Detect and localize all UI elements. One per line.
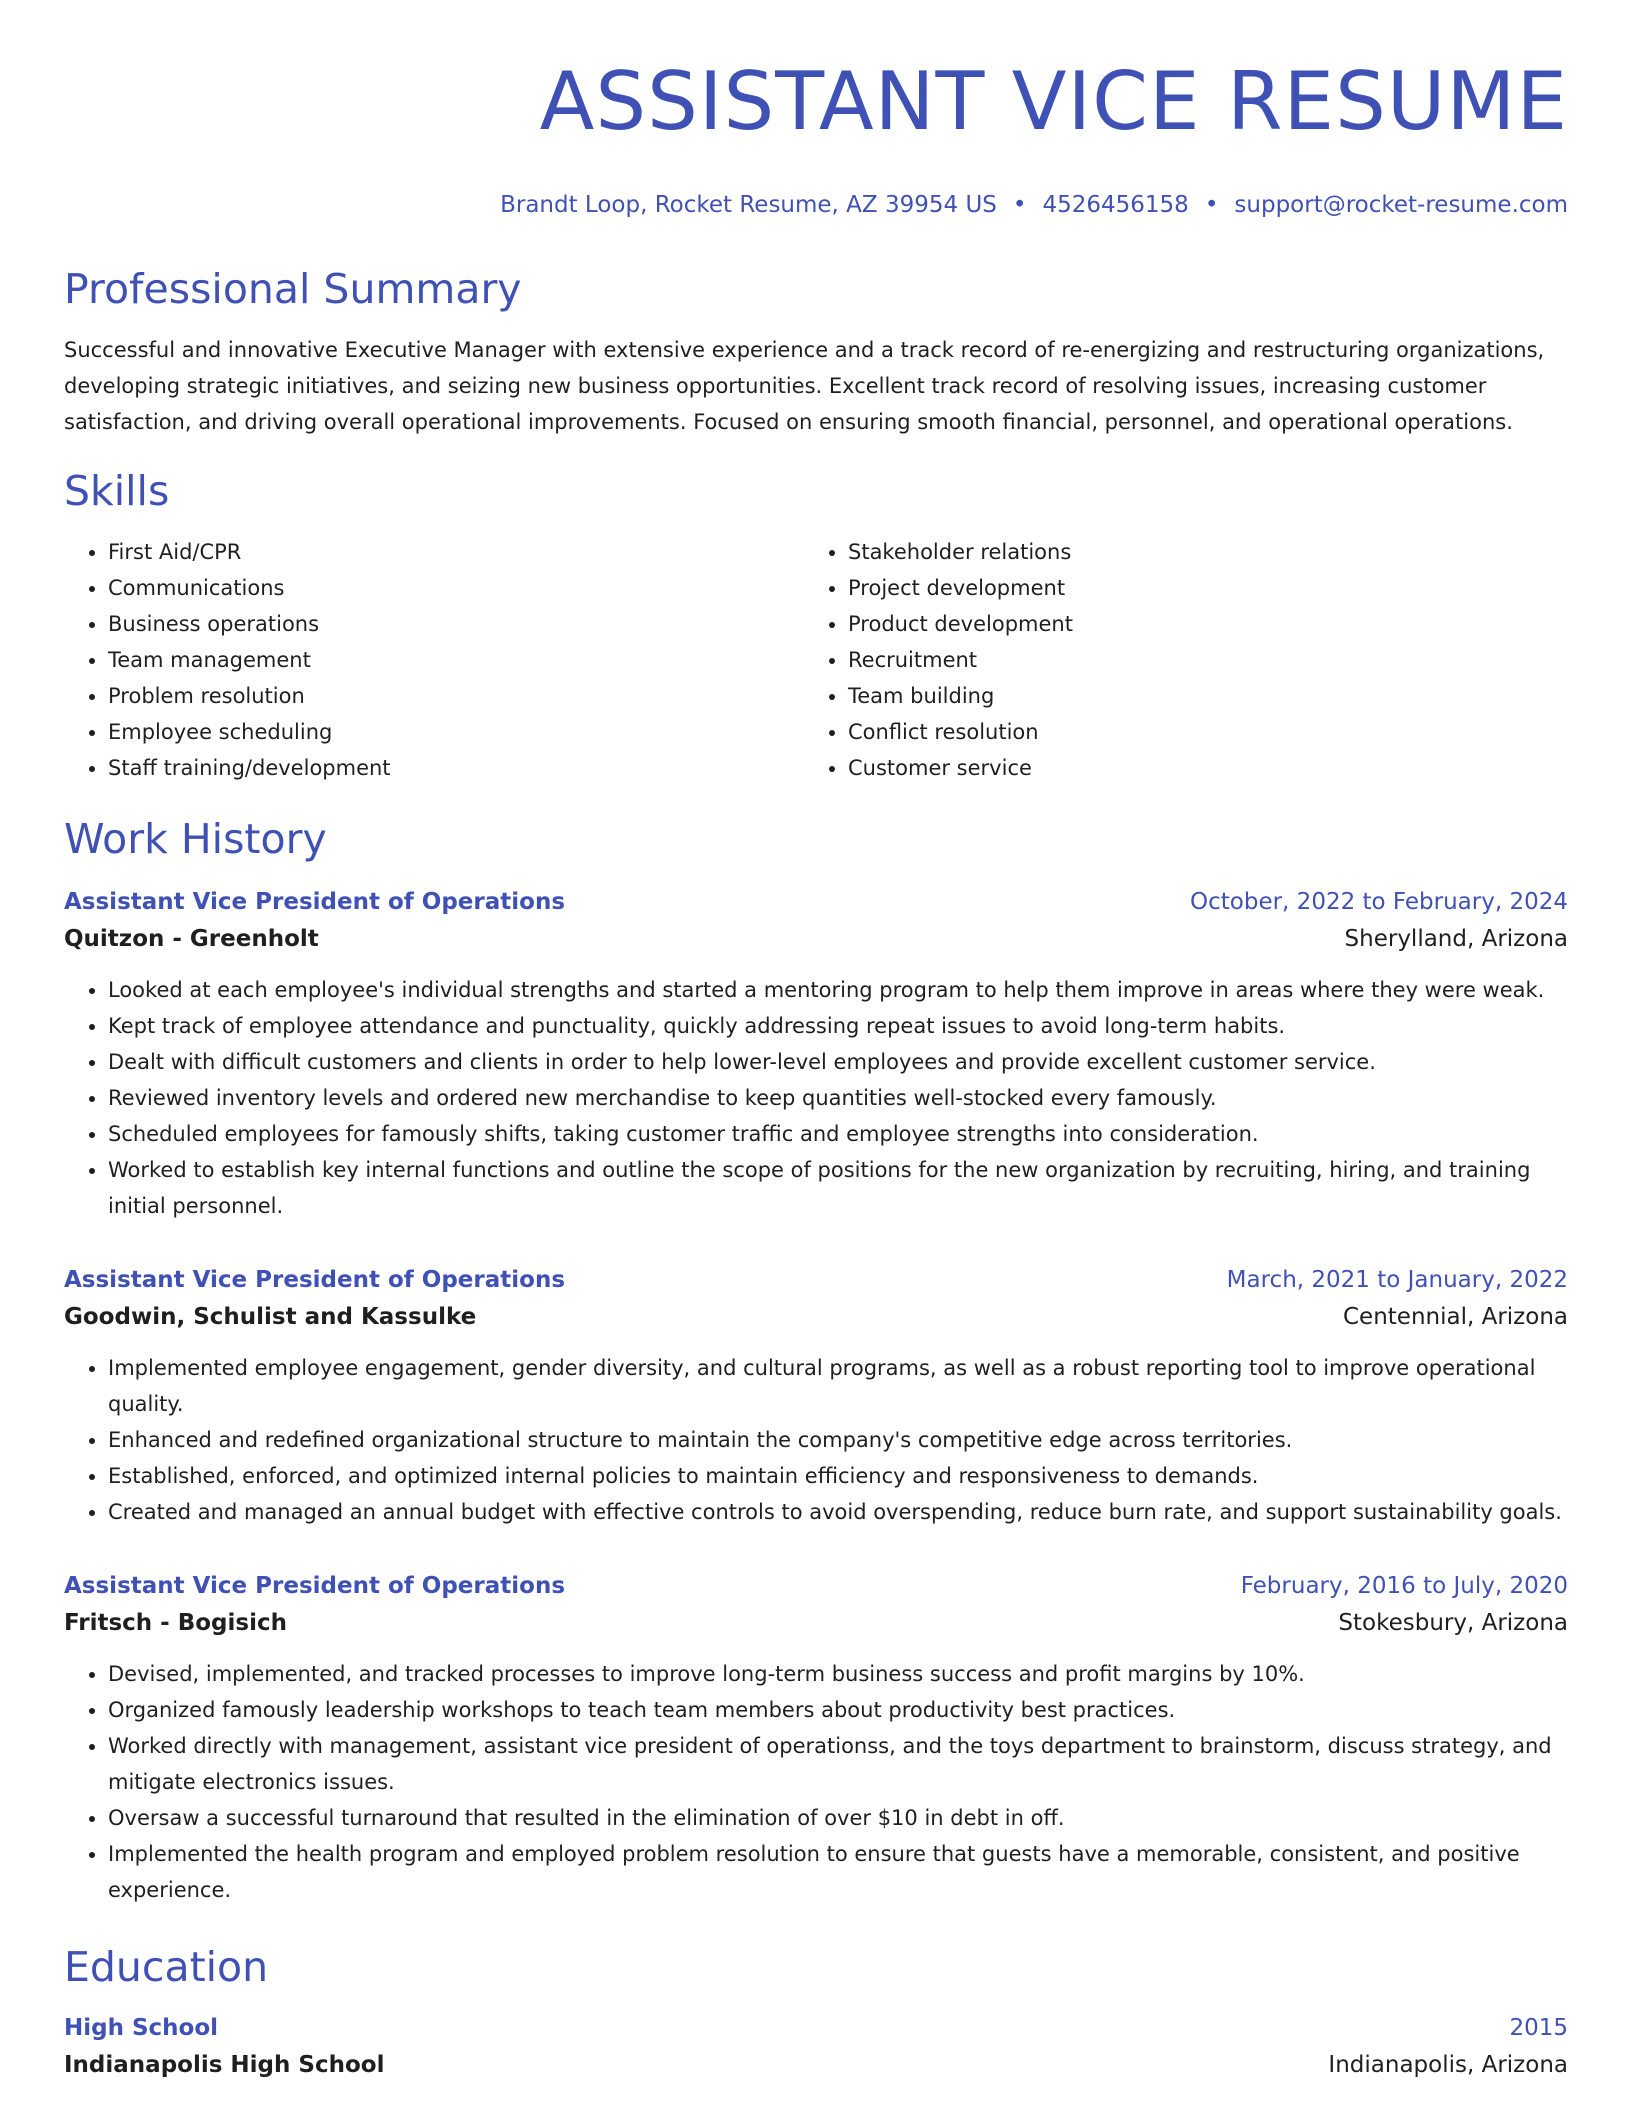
job-title: Assistant Vice President of Operations	[64, 1267, 566, 1293]
skill-item: • First Aid/CPR	[108, 534, 804, 570]
job-company: Fritsch - Bogisich	[64, 1610, 287, 1636]
skill-item: • Team management	[108, 642, 804, 678]
job-bullets	[64, 972, 1568, 1224]
skill-item: • Communications	[108, 570, 804, 606]
resume-header	[64, 52, 1568, 220]
job-dates: October, 2022 to February, 2024	[1190, 889, 1568, 915]
job-bullet: • Reviewed inventory levels and ordered new merchandise to keep quantities well-stocked every famously.	[108, 1080, 1568, 1116]
job-bullet: • Created and managed an annual budget with effective controls to avoid overspending, reduce burn rate, and support sustainability goals.	[108, 1494, 1568, 1530]
job-bullet: • Oversaw a successful turnaround that resulted in the elimination of over $10 in debt in off.	[108, 1800, 1568, 1836]
job-location: Stokesbury, Arizona	[1338, 1610, 1568, 1636]
contact-line	[64, 190, 1568, 220]
skill-item: • Problem resolution	[108, 678, 804, 714]
contact-separator: •	[1012, 192, 1027, 218]
job-bullet: • Implemented the health program and employed problem resolution to ensure that guests have a memorable, consistent, and positive experience.	[108, 1836, 1568, 1908]
skill-item: • Conflict resolution	[848, 714, 1568, 750]
job-bullet: • Organized famously leadership workshops to teach team members about productivity best practices.	[108, 1692, 1568, 1728]
job-bullet: • Devised, implemented, and tracked processes to improve long-term business success and profit margins by 10%.	[108, 1656, 1568, 1692]
resume-name: ASSISTANT VICE RESUME	[539, 55, 1568, 148]
work-history-heading: Work History	[64, 815, 327, 863]
skill-item: • Product development	[848, 606, 1568, 642]
skills-heading: Skills	[64, 467, 170, 515]
skill-item: • Team building	[848, 678, 1568, 714]
job-bullet: • Implemented employee engagement, gender diversity, and cultural programs, as well as a robust reporting tool to improve operational quality.	[108, 1350, 1568, 1422]
contact-phone: 4526456158	[1042, 192, 1189, 218]
contact-email[interactable]: support@rocket-resume.com	[1234, 192, 1568, 218]
job-entry	[64, 1262, 1568, 1530]
job-bullet: • Dealt with difficult customers and clients in order to help lower-level employees and provide excellent customer service.	[108, 1044, 1568, 1080]
job-company: Quitzon - Greenholt	[64, 926, 319, 952]
job-bullets	[64, 1656, 1568, 1908]
job-company: Goodwin, Schulist and Kassulke	[64, 1304, 477, 1330]
job-bullets	[64, 1350, 1568, 1530]
education-year: 2015	[1509, 2015, 1568, 2041]
skill-item: • Employee scheduling	[108, 714, 804, 750]
job-location: Sherylland, Arizona	[1344, 926, 1568, 952]
job-dates: March, 2021 to January, 2022	[1226, 1267, 1568, 1293]
job-dates: February, 2016 to July, 2020	[1240, 1573, 1568, 1599]
job-entry	[64, 1568, 1568, 1908]
contact-separator: •	[1204, 192, 1219, 218]
education-school: Indianapolis High School	[64, 2052, 385, 2078]
education-location: Indianapolis, Arizona	[1328, 2052, 1568, 2078]
job-bullet: • Worked to establish key internal functions and outline the scope of positions for the new organization by recruiting, hiring, and training initial personnel.	[108, 1152, 1568, 1224]
skill-item: • Recruitment	[848, 642, 1568, 678]
job-bullet: • Kept track of employee attendance and punctuality, quickly addressing repeat issues to avoid long-term habits.	[108, 1008, 1568, 1044]
skill-item: • Customer service	[848, 750, 1568, 786]
summary-heading: Professional Summary	[64, 265, 522, 313]
job-bullet: • Established, enforced, and optimized internal policies to maintain efficiency and responsiveness to demands.	[108, 1458, 1568, 1494]
skill-item: • Staff training/development	[108, 750, 804, 786]
job-bullet: • Enhanced and redefined organizational structure to maintain the company's competitive edge across territories.	[108, 1422, 1568, 1458]
education-heading: Education	[64, 1943, 269, 1991]
job-entry	[64, 884, 1568, 1224]
job-bullet: • Worked directly with management, assistant vice president of operationss, and the toys department to brainstorm, discuss strategy, and mitigate electronics issues.	[108, 1728, 1568, 1800]
job-title: Assistant Vice President of Operations	[64, 889, 566, 915]
job-title: Assistant Vice President of Operations	[64, 1573, 566, 1599]
contact-address: Brandt Loop, Rocket Resume, AZ 39954 US	[500, 192, 997, 218]
skill-item: • Project development	[848, 570, 1568, 606]
skills-list	[64, 534, 1568, 786]
summary-text: Successful and innovative Executive Manager with extensive experience and a track record of re-energizing and restructuring organizations, developing strategic initiatives, and seizing new business opportunities. Excellent track record of resolving issues, increasing customer satisfaction, and driving overall operational improvements. Focused on ensuring smooth financial, personnel, and operational operations.	[64, 338, 1545, 434]
job-bullet: • Looked at each employee's individual strengths and started a mentoring program to help them improve in areas where they were weak.	[108, 972, 1568, 1008]
education-degree: High School	[64, 2015, 219, 2041]
job-bullet: • Scheduled employees for famously shifts, taking customer traffic and employee strengths into consideration.	[108, 1116, 1568, 1152]
skill-item: • Business operations	[108, 606, 804, 642]
job-location: Centennial, Arizona	[1342, 1304, 1568, 1330]
skill-item: • Stakeholder relations	[848, 534, 1568, 570]
skills-column-right	[804, 534, 1568, 786]
education-entry	[64, 2010, 1568, 2084]
skills-column-left	[64, 534, 804, 786]
